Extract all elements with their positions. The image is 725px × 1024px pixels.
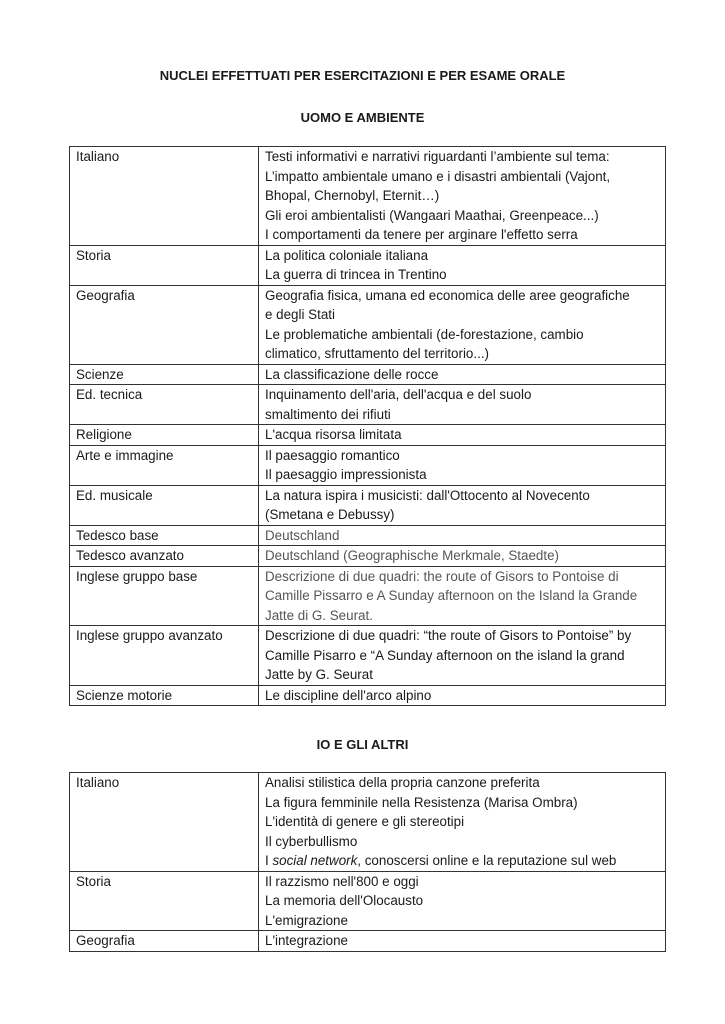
content-line: smaltimento dei rifiuti xyxy=(265,406,391,422)
content-cell xyxy=(259,147,666,246)
content-line: Descrizione di due quadri: “the route of Gisors to Pontoise” by xyxy=(265,628,632,643)
content-cell xyxy=(259,425,666,446)
content-line-prefix: I xyxy=(265,853,273,868)
subject-cell: Geografia xyxy=(70,285,259,364)
subject-cell: Storia xyxy=(70,871,259,931)
content-line: Le problematiche ambientali (de-forestazione, cambio xyxy=(265,326,584,342)
table-row xyxy=(70,364,666,385)
content-cell xyxy=(259,931,666,952)
content-line: Il paesaggio impressionista xyxy=(265,467,427,482)
subject-cell: Religione xyxy=(70,425,259,446)
subject-cell: Inglese gruppo base xyxy=(70,566,259,626)
content-line: L'identità di genere e gli stereotipi xyxy=(265,814,465,829)
content-line: Il razzismo nell'800 e oggi xyxy=(265,873,419,889)
content-line-italic: social network xyxy=(272,853,358,868)
section-title-uomo-e-ambiente: UOMO E AMBIENTE xyxy=(300,110,425,125)
table-row xyxy=(70,566,666,626)
content-line: Camille Pisarro e “A Sunday afternoon on the island la grand xyxy=(265,647,625,663)
content-line: e degli Stati xyxy=(265,307,335,322)
content-cell xyxy=(259,871,666,931)
subject-cell: Italiano xyxy=(70,773,259,872)
content-line-suffix: , conoscersi online e la reputazione sul web xyxy=(357,853,617,868)
table-row xyxy=(70,871,666,931)
subject-cell: Arte e immagine xyxy=(70,445,259,485)
content-line: Il paesaggio romantico xyxy=(265,447,400,463)
content-line: La politica coloniale italiana xyxy=(265,247,429,263)
content-line: L'integrazione xyxy=(265,933,348,948)
table-row xyxy=(70,385,666,425)
content-line: Descrizione di due quadri: the route of Gisors to Pontoise di xyxy=(265,568,619,584)
subject-cell: Ed. musicale xyxy=(70,485,259,525)
content-line xyxy=(265,851,659,871)
table-row xyxy=(70,546,666,567)
content-line: (Smetana e Debussy) xyxy=(265,507,395,522)
content-line: Jatte by G. Seurat xyxy=(265,667,373,682)
content-line: Testi informativi e narrativi riguardanti l’ambiente sul tema: xyxy=(265,149,610,164)
content-line: La memoria dell'Olocausto xyxy=(265,893,424,908)
table-row xyxy=(70,445,666,485)
content-line: L'acqua risorsa limitata xyxy=(265,427,402,442)
subject-cell: Geografia xyxy=(70,931,259,952)
content-line: L’impatto ambientale umano e i disastri ambientali (Vajont, xyxy=(265,168,611,184)
content-line: Gli eroi ambientalisti (Wangaari Maathai, Greenpeace...) xyxy=(265,207,599,223)
subject-cell: Scienze motorie xyxy=(70,685,259,706)
subject-cell: Scienze xyxy=(70,364,259,385)
table-row xyxy=(70,425,666,446)
section-title-io-e-gli-altri: IO E GLI ALTRI xyxy=(316,737,409,752)
content-cell xyxy=(259,685,666,706)
content-line: Il cyberbullismo xyxy=(265,833,358,849)
content-line: Le discipline dell'arco alpino xyxy=(265,687,432,703)
content-line: Analisi stilistica della propria canzone preferita xyxy=(265,775,540,790)
page-title: NUCLEI EFFETTUATI PER ESERCITAZIONI E PER ESAME ORALE xyxy=(159,68,566,83)
content-line: Inquinamento dell'aria, dell'acqua e del suolo xyxy=(265,387,532,402)
content-line: I comportamenti da tenere per arginare l'effetto serra xyxy=(265,227,578,242)
table-row xyxy=(70,773,666,872)
content-line: La figura femminile nella Resistenza (Marisa Ombra) xyxy=(265,794,578,810)
table-row xyxy=(70,525,666,546)
table-row xyxy=(70,685,666,706)
content-cell xyxy=(259,546,666,567)
content-line: Geografia fisica, umana ed economica delle aree geografiche xyxy=(265,287,630,303)
content-line: La natura ispira i musicisti: dall'Ottocento al Novecento xyxy=(265,487,590,503)
content-cell xyxy=(259,245,666,285)
table-row xyxy=(70,147,666,246)
table-row xyxy=(70,245,666,285)
content-cell xyxy=(259,285,666,364)
content-line: Camille Pissarro e A Sunday afternoon on the Island la Grande xyxy=(265,588,638,603)
content-line: Deutschland (Geographische Merkmale, Staedte) xyxy=(265,548,559,563)
subject-cell: Inglese gruppo avanzato xyxy=(70,626,259,686)
subject-cell: Italiano xyxy=(70,147,259,246)
content-cell xyxy=(259,485,666,525)
content-cell xyxy=(259,385,666,425)
subject-cell: Storia xyxy=(70,245,259,285)
content-cell xyxy=(259,364,666,385)
table-io-e-gli-altri xyxy=(69,772,666,952)
table-row xyxy=(70,626,666,686)
content-cell xyxy=(259,773,666,872)
content-line: La classificazione delle rocce xyxy=(265,366,439,382)
content-cell xyxy=(259,525,666,546)
content-line: Bhopal, Chernobyl, Eternit…) xyxy=(265,188,440,203)
subject-cell: Ed. tecnica xyxy=(70,385,259,425)
subject-cell: Tedesco avanzato xyxy=(70,546,259,567)
table-row xyxy=(70,931,666,952)
table-row xyxy=(70,485,666,525)
subject-cell: Tedesco base xyxy=(70,525,259,546)
table-uomo-e-ambiente xyxy=(69,146,666,706)
table-row xyxy=(70,285,666,364)
content-cell xyxy=(259,566,666,626)
content-line: Deutschland xyxy=(265,527,340,543)
content-line: La guerra di trincea in Trentino xyxy=(265,267,447,282)
content-line: L'emigrazione xyxy=(265,912,348,928)
content-line: climatico, sfruttamento del territorio...) xyxy=(265,346,489,361)
content-cell xyxy=(259,626,666,686)
content-cell xyxy=(259,445,666,485)
content-line: Jatte di G. Seurat. xyxy=(265,607,373,623)
